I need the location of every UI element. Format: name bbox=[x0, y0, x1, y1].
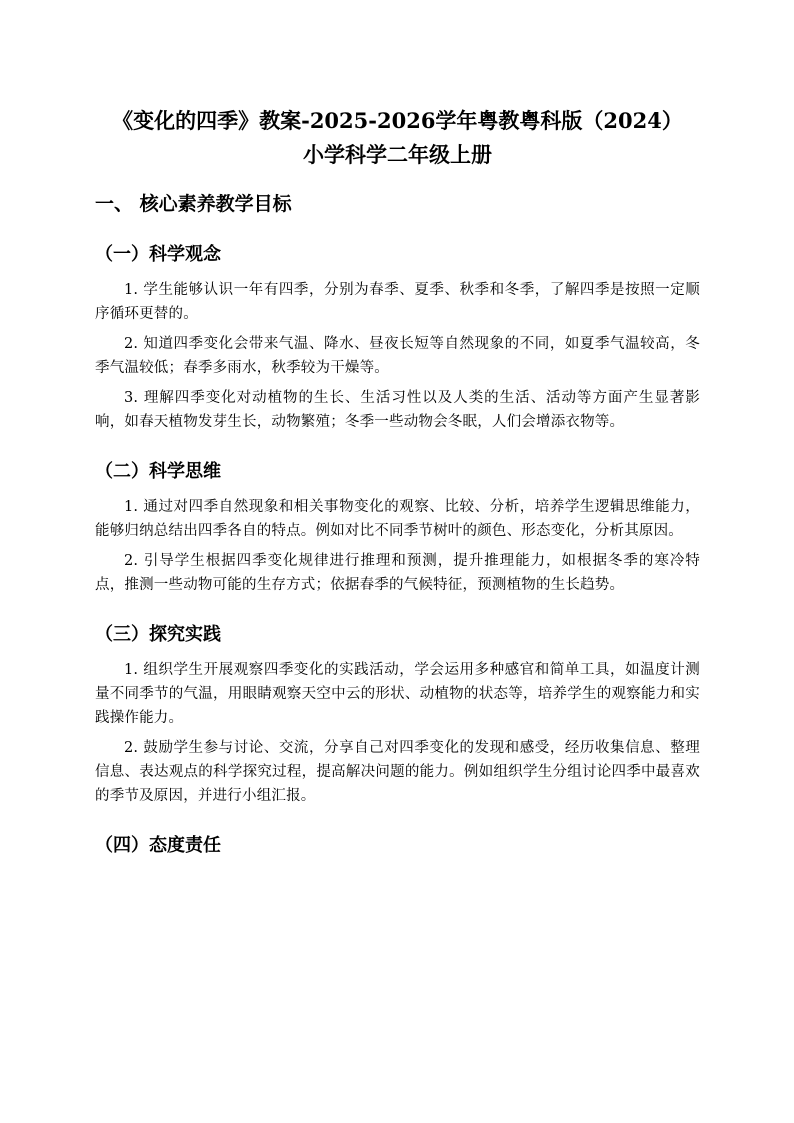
paragraph: 2. 鼓励学生参与讨论、交流，分享自己对四季变化的发现和感受，经历收集信息、整理信息、表达观点的科学探究过程，提高解决问题的能力。例如组织学生分组讨论四季中最喜欢的季节及原因，并进行小组汇报。 bbox=[95, 740, 700, 804]
paragraph: 2. 知道四季变化会带来气温、降水、昼夜长短等自然现象的不同，如夏季气温较高，冬季气温较低；春季多雨水，秋季较为干燥等。 bbox=[95, 336, 700, 376]
document-title bbox=[95, 104, 700, 172]
subsection-body-science-concept bbox=[95, 278, 700, 434]
title-line-1: 《变化的四季》教案-2025-2026学年粤教粤科版（2024） bbox=[112, 108, 683, 133]
paragraph: 2. 引导学生根据四季变化规律进行推理和预测，提升推理能力，如根据冬季的寒冷特点，推测一些动物可能的生存方式；依据春季的气候特征，预测植物的生长趋势。 bbox=[95, 553, 700, 593]
subsection-heading-inquiry-practice: （三）探究实践 bbox=[95, 624, 221, 645]
subsection-heading-science-concept: （一）科学观念 bbox=[95, 244, 221, 265]
paragraph: 1. 组织学生开展观察四季变化的实践活动，学会运用多种感官和简单工具，如温度计测量不同季节的气温，用眼睛观察天空中云的形状、动植物的状态等，培养学生的观察能力和实践操作能力。 bbox=[95, 662, 700, 726]
subsection-heading-science-thinking: （二）科学思维 bbox=[95, 461, 221, 482]
title-line-2: 小学科学二年级上册 bbox=[303, 142, 492, 167]
subsection-body-science-thinking bbox=[95, 495, 700, 597]
document-page bbox=[95, 0, 700, 860]
paragraph: 1. 通过对四季自然现象和相关事物变化的观察、比较、分析，培养学生逻辑思维能力，能够归纳总结出四季各自的特点。例如对比不同季节树叶的颜色、形态变化，分析其原因。 bbox=[95, 499, 700, 539]
subsection-body-inquiry-practice bbox=[95, 658, 700, 808]
paragraph: 3. 理解四季变化对动植物的生长、生活习性以及人类的生活、活动等方面产生显著影响，如春天植物发芽生长，动物繁殖；冬季一些动物会冬眠，人们会增添衣物等。 bbox=[95, 390, 700, 430]
paragraph: 1. 学生能够认识一年有四季，分别为春季、夏季、秋季和冬季，了解四季是按照一定顺序循环更替的。 bbox=[95, 282, 700, 322]
subsection-heading-attitude-responsibility: （四）态度责任 bbox=[95, 835, 221, 856]
section-heading-core-goals: 一、 核心素养教学目标 bbox=[95, 193, 292, 215]
